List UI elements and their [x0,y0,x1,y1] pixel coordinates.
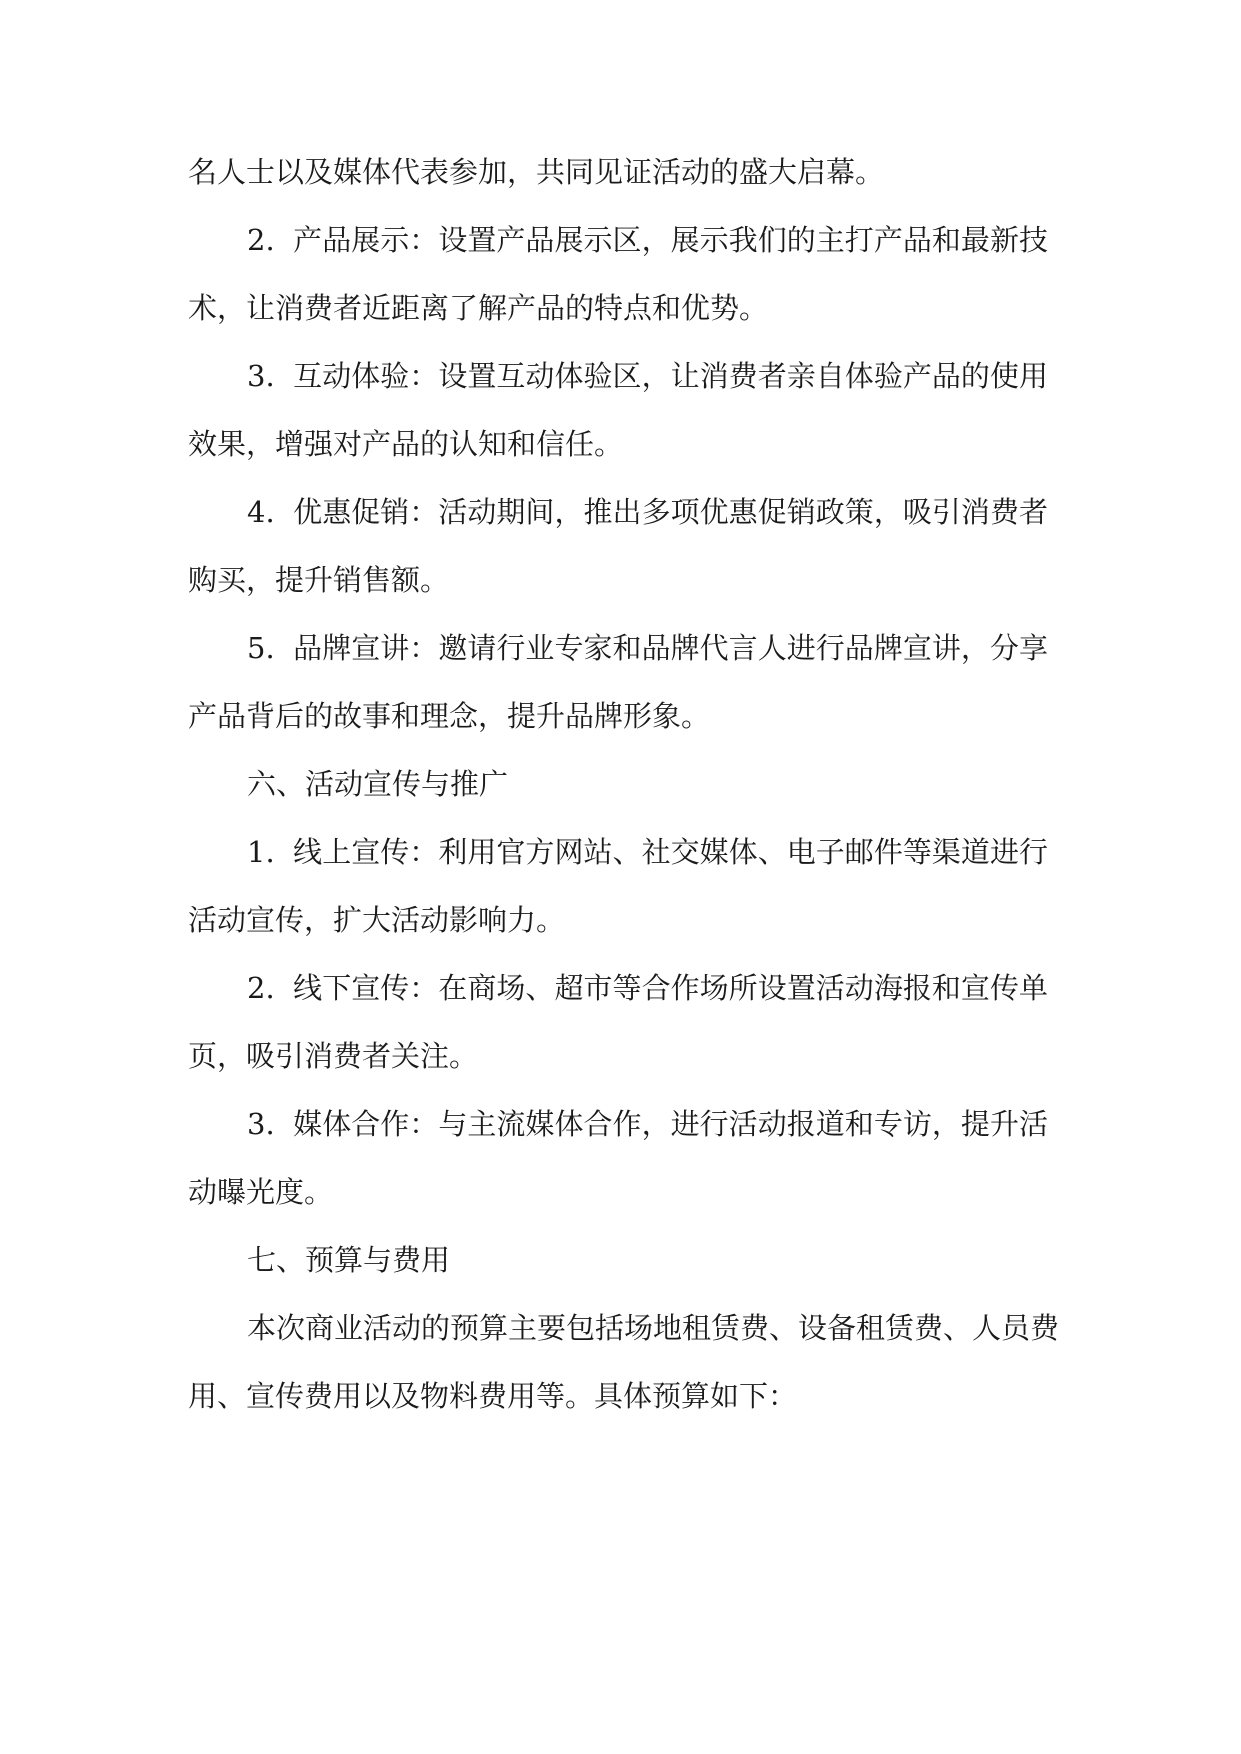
list-item-online-promotion: 1. 线上宣传：利用官方网站、社交媒体、电子邮件等渠道进行 [247,835,1048,869]
text-line: 术，让消费者近距离了解产品的特点和优势。 [188,291,769,325]
list-item-offline-promotion: 2. 线下宣传：在商场、超市等合作场所设置活动海报和宣传单 [247,971,1048,1005]
list-item-product-display: 2. 产品展示：设置产品展示区，展示我们的主打产品和最新技 [247,223,1048,257]
section-heading-budget: 七、预算与费用 [247,1243,451,1277]
paragraph-budget: 本次商业活动的预算主要包括场地租赁费、设备租赁费、人员费 [247,1311,1060,1345]
text-line: 效果，增强对产品的认知和信任。 [188,427,624,461]
text-line: 产品背后的故事和理念，提升品牌形象。 [188,699,711,733]
text-line: 名人士以及媒体代表参加，共同见证活动的盛大启幕。 [188,155,885,189]
list-item-brand-talk: 5. 品牌宣讲：邀请行业专家和品牌代言人进行品牌宣讲，分享 [247,631,1048,665]
list-item-media-cooperation: 3. 媒体合作：与主流媒体合作，进行活动报道和专访，提升活 [247,1107,1048,1141]
text-line: 动曝光度。 [188,1175,334,1209]
list-item-interactive-experience: 3. 互动体验：设置互动体验区，让消费者亲自体验产品的使用 [247,359,1048,393]
section-heading-promotion: 六、活动宣传与推广 [247,767,509,801]
list-item-promotion: 4. 优惠促销：活动期间，推出多项优惠促销政策，吸引消费者 [247,495,1048,529]
text-line: 页，吸引消费者关注。 [188,1039,479,1073]
text-line: 用、宣传费用以及物料费用等。具体预算如下： [188,1379,798,1413]
text-line: 购买，提升销售额。 [188,563,450,597]
text-line: 活动宣传，扩大活动影响力。 [188,903,566,937]
